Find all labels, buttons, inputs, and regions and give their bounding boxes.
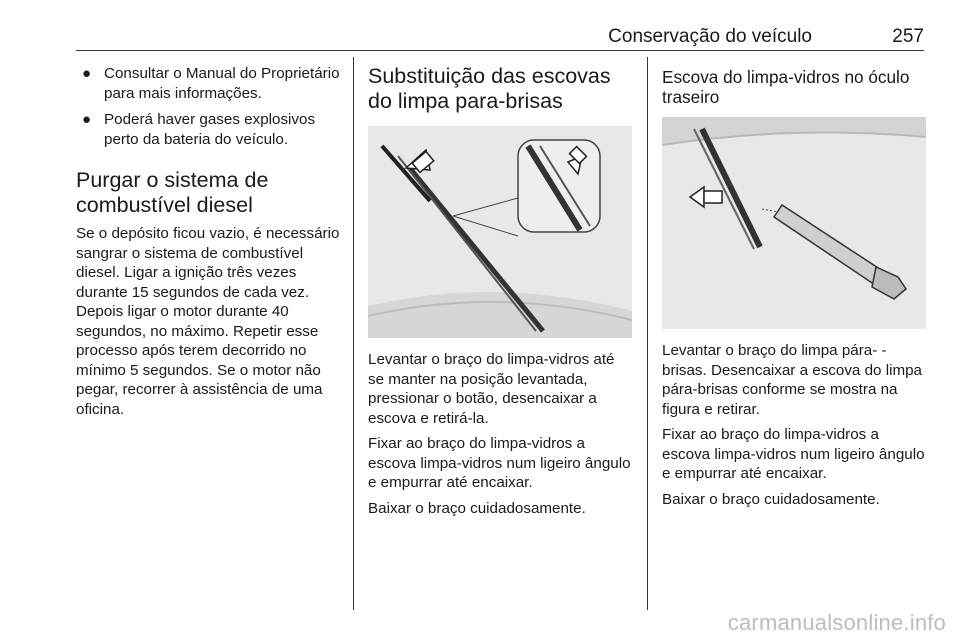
column-1 [76, 64, 344, 425]
bullet-icon: ● [82, 111, 92, 128]
header-rule [76, 50, 924, 51]
column-divider-1 [353, 57, 354, 610]
column-2 [368, 64, 634, 524]
column-3 [662, 64, 928, 515]
watermark: carmanualsonline.info [727, 610, 946, 635]
section-title-diesel: Purgar o sistema de combustível diesel [76, 168, 269, 217]
bullet-icon: ● [82, 65, 92, 82]
section-title-wiper: Substituição das escovas do limpa para-brisas [368, 64, 611, 113]
wiper-paragraph-1: Levantar o braço do limpa-vidros até se manter na posição levantada, pressionar o botão, desencaixar a escova e retirá-la. [368, 351, 615, 427]
bullet-item: ● Poderá haver gases explosivos perto da bateria do veículo. [82, 111, 316, 148]
rear-wiper-figure [662, 117, 926, 329]
diesel-body-text: Se o depósito ficou vazio, é necessário sangrar o sistema de combustível diesel. Ligar a ignição três vezes durante 15 segundos de cada vez. Depois ligar o motor durante 40 segundos, no máximo. Repetir esse processo após terem decorrido no mínimo 5 segundos. Se o motor não pegar, recorrer à assistência de uma oficina. [76, 225, 340, 418]
bullet-list [76, 64, 344, 149]
bullet-item: ● Consultar o Manual do Proprietário para mais informações. [82, 65, 340, 102]
page-header [76, 22, 924, 50]
column-divider-2 [647, 57, 648, 610]
windshield-wiper-figure [368, 126, 632, 338]
wiper-paragraph-3: Baixar o braço cuidadosamente. [368, 499, 586, 517]
rear-wiper-paragraph-3: Baixar o braço cuidadosamente. [662, 490, 880, 508]
chapter-title: Conservação do veículo [608, 26, 812, 47]
wiper-paragraph-2: Fixar ao braço do limpa-vidros a escova limpa-vidros num ligeiro ângulo e empurrar até encaixar. [368, 435, 631, 491]
rear-wiper-paragraph-1: Levantar o braço do limpa pára- -brisas. Desencaixar a escova do limpa pára-brisas conforme se mostra na figura e retirar. [662, 342, 922, 418]
rear-wiper-paragraph-2: Fixar ao braço do limpa-vidros a escova limpa-vidros num ligeiro ângulo e empurrar até encaixar. [662, 426, 925, 482]
section-title-rear-wiper: Escova do limpa-vidros no óculo traseiro [662, 67, 910, 107]
page-number: 257 [892, 26, 924, 47]
